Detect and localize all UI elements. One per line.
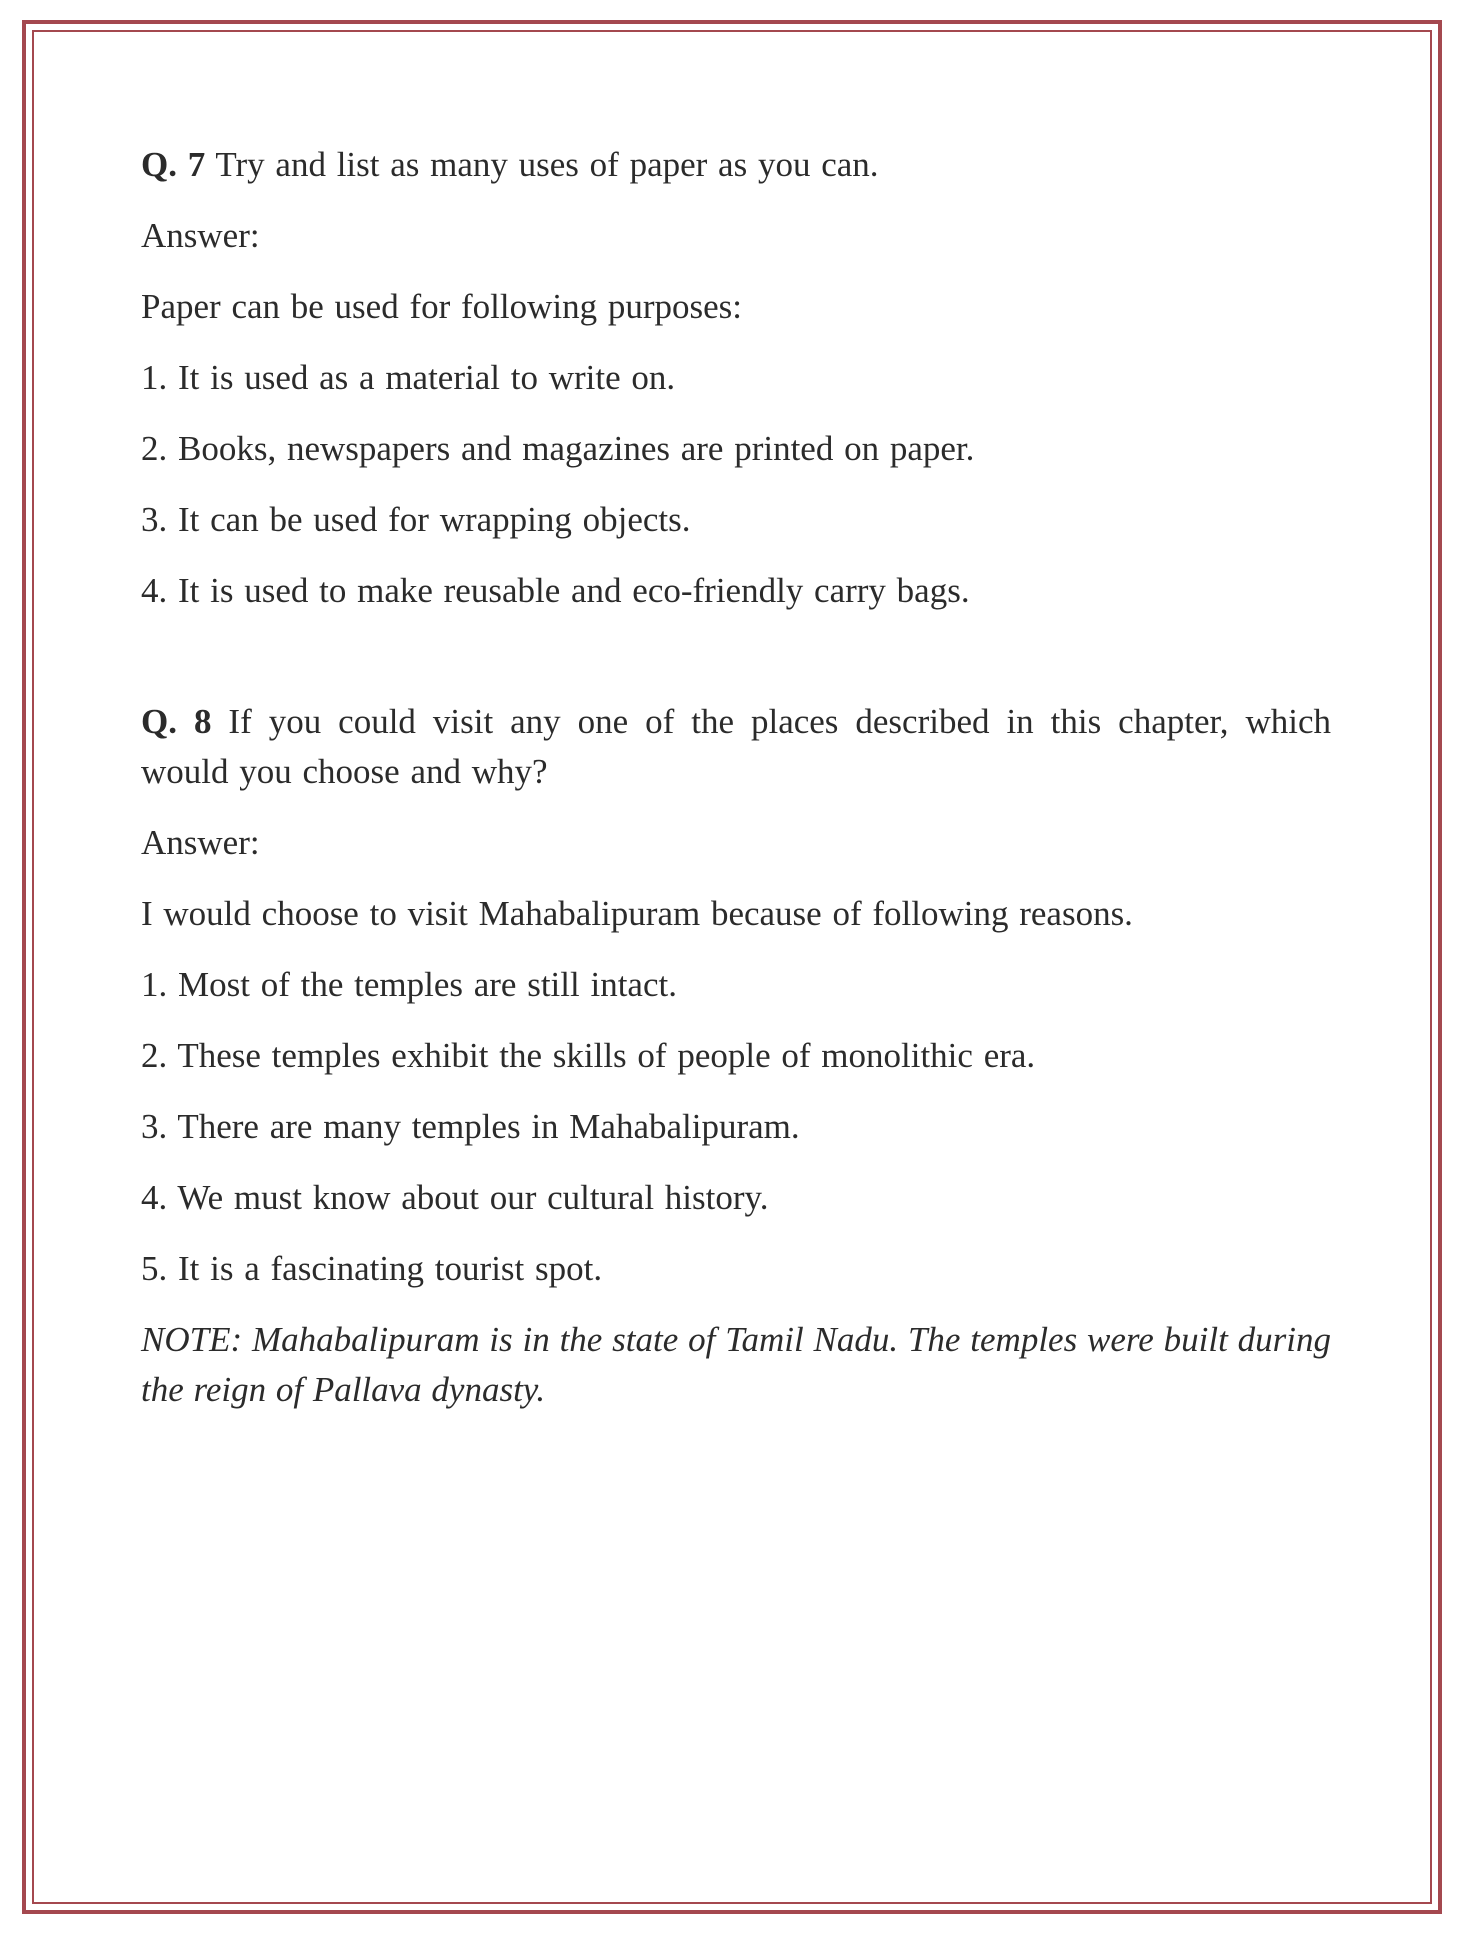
question-7-point-4: 4. It is used to make reusable and eco-friendly carry bags. bbox=[141, 571, 970, 610]
question-8-point-2: 2. These temples exhibit the skills of people of monolithic era. bbox=[141, 1036, 1036, 1075]
question-8-point-4: 4. We must know about our cultural history. bbox=[141, 1178, 769, 1217]
question-8-answer-label: Answer: bbox=[141, 823, 260, 862]
question-8-answer-intro: I would choose to visit Mahabalipuram because of following reasons. bbox=[141, 894, 1133, 933]
question-7-point-2: 2. Books, newspapers and magazines are printed on paper. bbox=[141, 429, 975, 468]
question-8-point-3: 3. There are many temples in Mahabalipuram. bbox=[141, 1107, 800, 1146]
question-7-number: Q. 7 bbox=[141, 145, 206, 184]
question-8-point-5: 5. It is a fascinating tourist spot. bbox=[141, 1249, 603, 1288]
question-7 bbox=[141, 140, 1331, 190]
page-content bbox=[141, 140, 1331, 1415]
question-7-point-1: 1. It is used as a material to write on. bbox=[141, 358, 676, 397]
question-7-answer-label: Answer: bbox=[141, 216, 260, 255]
section-spacer bbox=[141, 637, 1331, 697]
question-8-number: Q. 8 bbox=[141, 702, 212, 741]
question-7-point-3: 3. It can be used for wrapping objects. bbox=[141, 500, 691, 539]
question-8-note: NOTE: Mahabalipuram is in the state of Tamil Nadu. The temples were built during the reign of Pallava dynasty. bbox=[141, 1320, 1331, 1409]
question-8 bbox=[141, 697, 1331, 797]
question-8-point-1: 1. Most of the temples are still intact. bbox=[141, 965, 677, 1004]
question-7-text: Try and list as many uses of paper as you can. bbox=[215, 145, 879, 184]
question-7-answer-intro: Paper can be used for following purposes: bbox=[141, 287, 743, 326]
question-8-text: If you could visit any one of the places described in this chapter, which would you choose and why? bbox=[141, 702, 1332, 791]
